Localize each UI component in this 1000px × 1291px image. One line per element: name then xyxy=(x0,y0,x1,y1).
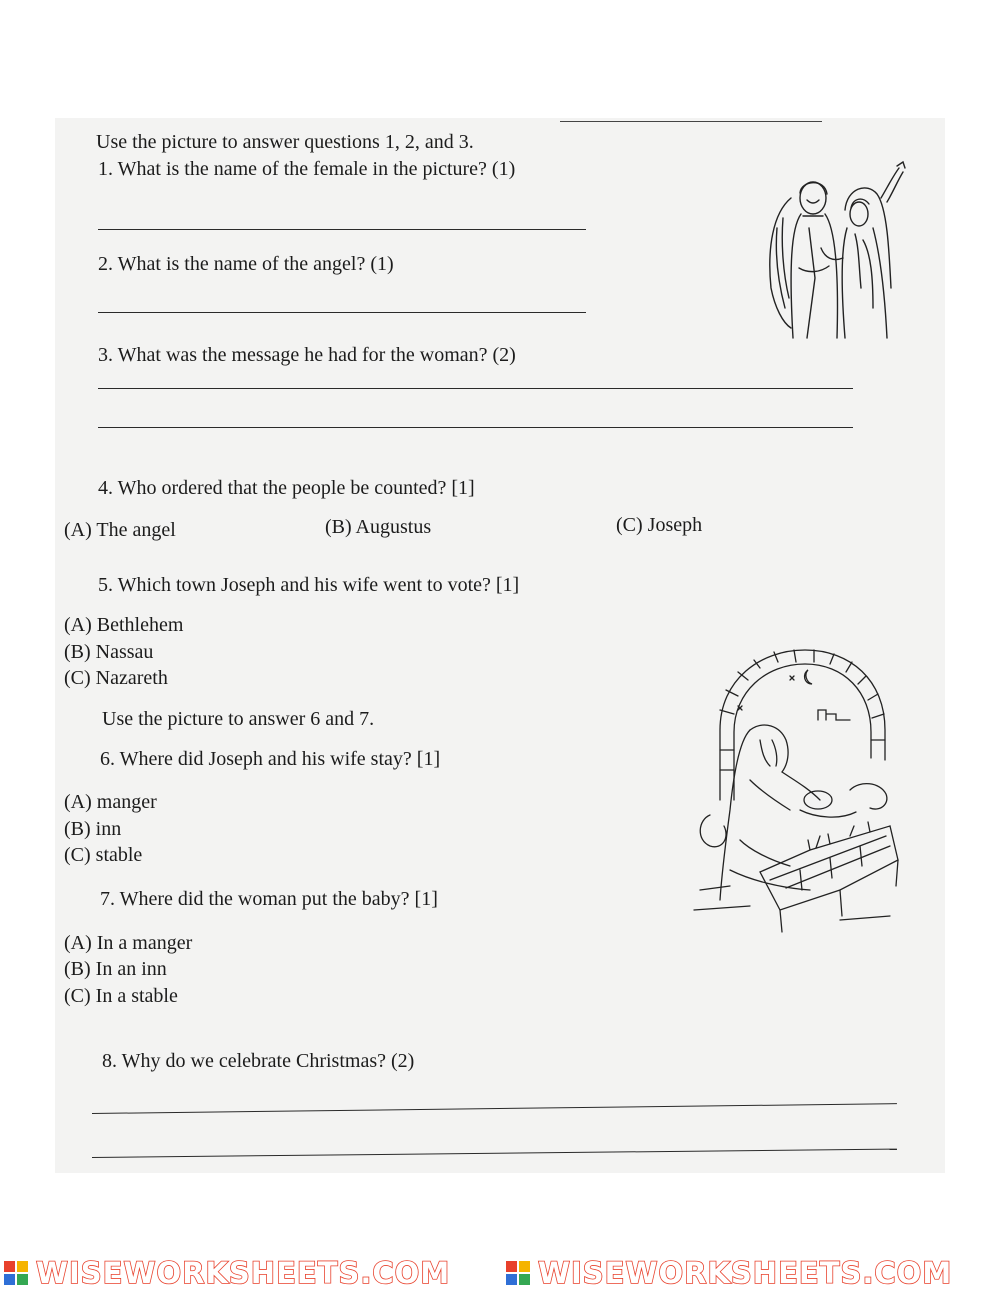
question-7: 7. Where did the woman put the baby? [1] xyxy=(100,888,438,910)
brand-right-text: WISEWORKSHEETS.COM xyxy=(538,1256,953,1290)
q7-option-a[interactable]: (A) In a manger xyxy=(64,932,193,954)
q6-option-b[interactable]: (B) inn xyxy=(64,818,122,840)
q7-option-b[interactable]: (B) In an inn xyxy=(64,958,167,980)
answer-line-q3b[interactable] xyxy=(98,427,853,428)
nativity-picture xyxy=(690,640,905,935)
question-1: 1. What is the name of the female in the picture? (1) xyxy=(98,158,516,180)
section2-instruction: Use the picture to answer 6 and 7. xyxy=(102,708,375,730)
wiseworksheets-logo-icon xyxy=(506,1261,530,1285)
q4-option-a[interactable]: (A) The angel xyxy=(64,519,176,541)
answer-line-q3a[interactable] xyxy=(98,388,853,389)
q5-option-a[interactable]: (A) Bethlehem xyxy=(64,614,184,636)
question-2: 2. What is the name of the angel? (1) xyxy=(98,253,394,275)
section1-instruction: Use the picture to answer questions 1, 2, and 3. xyxy=(96,131,474,153)
q5-option-b[interactable]: (B) Nassau xyxy=(64,641,154,663)
annunciation-picture xyxy=(763,158,908,343)
question-6: 6. Where did Joseph and his wife stay? [1] xyxy=(100,748,441,770)
answer-line-q1[interactable] xyxy=(98,229,586,230)
answer-line-q2[interactable] xyxy=(98,312,586,313)
q4-option-c[interactable]: (C) Joseph xyxy=(616,514,703,536)
q6-option-a[interactable]: (A) manger xyxy=(64,791,157,813)
question-8: 8. Why do we celebrate Christmas? (2) xyxy=(102,1050,415,1072)
brand-right[interactable] xyxy=(506,1256,952,1290)
brand-left-text: WISEWORKSHEETS.COM xyxy=(36,1256,451,1290)
header-rule xyxy=(560,121,822,122)
question-5: 5. Which town Joseph and his wife went to vote? [1] xyxy=(98,574,520,596)
q7-option-c[interactable]: (C) In a stable xyxy=(64,985,178,1007)
q5-option-c[interactable]: (C) Nazareth xyxy=(64,667,168,689)
q4-option-b[interactable]: (B) Augustus xyxy=(325,516,432,538)
wiseworksheets-logo-icon xyxy=(4,1261,28,1285)
q6-option-c[interactable]: (C) stable xyxy=(64,844,143,866)
footer-watermark xyxy=(0,1252,1000,1291)
brand-left[interactable] xyxy=(4,1256,450,1290)
question-3: 3. What was the message he had for the woman? (2) xyxy=(98,344,516,366)
question-4: 4. Who ordered that the people be counted? [1] xyxy=(98,477,475,499)
